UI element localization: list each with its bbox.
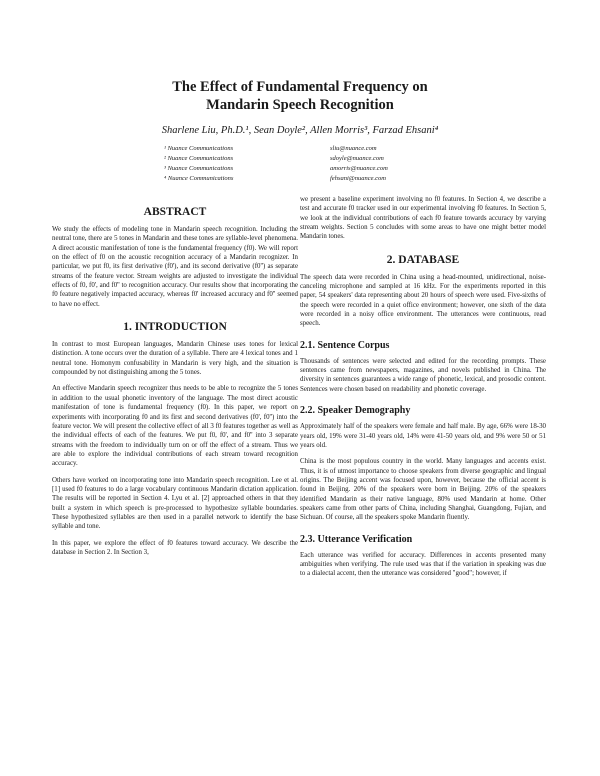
- intro-continued: we present a baseline experiment involving no f0 features. In Section 4, we describe a test and accurate f0 tracker used in our experimental involving f0 features. In Section 5, we look at the individual contributions of each f0 feature towards accuracy by varying stream weights. Section 5 concludes with some areas to have one might better model Mandarin tones.: [300, 196, 546, 241]
- affiliation: ² Nuance Communications: [164, 155, 234, 162]
- speaker-demography-paragraph-2: China is the most populous country in the world. Many languages and accents exist. Thus, it is of utmost importance to choose speakers from diverse geographic and lingual origins. The Beijing accent was focused upon, however, because the official accent is found in Beijing. 20% of the speakers were born in Beijing. 20% of the speakers identified Mandarin as their native language, 80% used Mandarin at home. Other speakers came from other parts of China, including Shanghai, Guangdong, Fujian, and Sichuan. Of course, all the speakers spoke Mandarin fluently.: [300, 458, 546, 522]
- email: sliu@nuance.com: [330, 145, 377, 152]
- database-heading: 2. DATABASE: [386, 253, 460, 266]
- email: sdoyle@nuance.com: [330, 155, 384, 162]
- intro-paragraph-1: In contrast to most European languages, Mandarin Chinese uses tones for lexical distinction. A tone occurs over the duration of a syllable. There are 4 lexical tones and 1 neutral tone. Homonym confusability in Mandarin is very high, and the situation is compounded by not distinguishing among the 5 tones.: [52, 341, 298, 377]
- paper-title: [0, 78, 600, 114]
- utterance-verification-heading: 2.3. Utterance Verification: [300, 533, 413, 545]
- intro-paragraph-2: An effective Mandarin speech recognizer thus needs to be able to recognize the 5 tones in addition to the usual phonetic inventory of the language. The most direct acoustic manifestation of tone is fundamental frequency (f0). In this paper, we report on experiments with incorporating f0 and its first and second derivatives (f0', f0'') into the feature vector. We will present the collective effect of all 3 f0 features together as well as the individual effects of each of the features. We put f0, f0', and f0'' into 3 separate streams with the freedom to individually turn on or off the effect of a stream. Thus we are able to explore the individual contributions of each stream toward recognition accuracy.: [52, 385, 298, 468]
- title-line-1: The Effect of Fundamental Frequency on: [172, 79, 428, 95]
- intro-paragraph-4: In this paper, we explore the effect of f0 features toward accuracy. We describe the database in Section 2. In Section 3,: [52, 539, 298, 556]
- sentence-corpus-text: Thousands of sentences were selected and edited for the recording prompts. These sentences came from newspapers, magazines, and novels published in China. The diversity in sentences guarantees a wide range of phonetic, lexical, and prosodic content. Sentences were chosen based on readability and phonetic coverage.: [300, 357, 546, 393]
- speaker-demography-paragraph-1: Approximately half of the speakers were female and half male. By age, 66% were 18-30 years old, 19% were 31-40 years old, 14% were 41-50 years old, and 9% were 50 or 51 years old.: [300, 423, 546, 449]
- email: amorris@nuance.com: [330, 165, 388, 172]
- affiliations: [164, 144, 314, 184]
- affiliation: ⁴ Nuance Communications: [164, 175, 234, 182]
- intro-paragraph-3: Others have worked on incorporating tone into Mandarin speech recognition. Lee et al. [1] used f0 features to do a large vocabulary continuous Mandarin dictation application. The results will be reported in Section 4. Lyu et al. [2] approached others in that they built a system in which speech is pre-processed to hypothesize syllable boundaries. These hypothesized syllables are then used in a parallel network to identify the base syllable and tone.: [52, 476, 298, 531]
- right-column: [300, 195, 546, 579]
- speaker-demography-heading: 2.2. Speaker Demography: [300, 405, 411, 417]
- affiliation: ³ Nuance Communications: [164, 165, 234, 172]
- database-text: The speech data were recorded in China using a head-mounted, unidirectional, noise-canceling microphone and sampled at 16 kHz. For the experiments reported in this paper, 54 speakers' data representing about 20 hours of speech were used. Five-sixths of the speech were recorded in a quiet office environment; however, one sixth of the data were recorded in a noisy office environment. The utterances were continuous, read speech.: [300, 273, 546, 328]
- utterance-verification-text: Each utterance was verified for accuracy. Differences in accents presented many ambiguities when verifying. The rule used was that if the variation in speaking was due to a dialectal accent, then the utterance was considered "good"; however, if: [300, 551, 546, 578]
- abstract-text: We study the effects of modeling tone in Mandarin speech recognition. Including the neutral tone, there are 5 tones in Mandarin and these tones are syllable-level phenomena. A direct acoustic manifestation of tone is the fundamental frequency (f0). We will report on the effect of f0 on the acoustic recognition accuracy of a Mandarin recognizer. In particular, we put f0, its first derivative (f0'), and its second derivative (f0'') as separate streams of the feature vector. Stream weights are adjusted to investigate the individual effects of f0, f0', and f0'' to recognition accuracy. Our results show that incorporating the f0 feature negatively impacted accuracy, whereas f0' increased accuracy and f0'' seemed to have no effect.: [52, 226, 298, 308]
- emails: [330, 144, 480, 184]
- left-column: [52, 205, 298, 557]
- intro-heading: 1. INTRODUCTION: [123, 321, 227, 334]
- email: fehsani@nuance.com: [330, 175, 386, 182]
- affiliation: ¹ Nuance Communications: [164, 145, 234, 152]
- authors: Sharlene Liu, Ph.D.¹, Sean Doyle², Allen Morris³, Farzad Ehsani⁴: [161, 125, 439, 136]
- abstract-heading: ABSTRACT: [143, 206, 207, 218]
- title-line-2: Mandarin Speech Recognition: [206, 97, 394, 113]
- sentence-corpus-heading: 2.1. Sentence Corpus: [300, 339, 390, 351]
